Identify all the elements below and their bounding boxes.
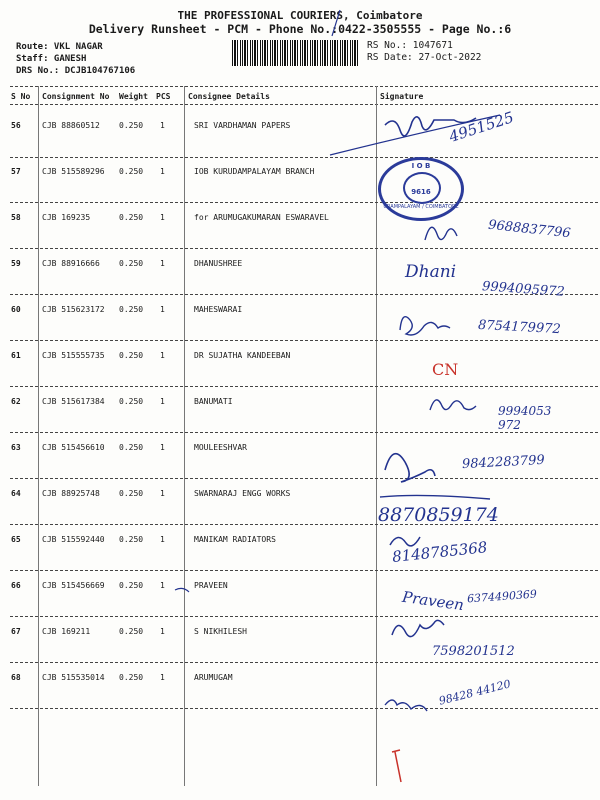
row-consignment: CJB 515456610: [42, 443, 105, 452]
handwritten-number: 8870859174: [378, 504, 499, 526]
handwritten-number: 9994095972: [481, 279, 566, 300]
row-weight: 0.250: [119, 489, 144, 498]
handwritten-number: 9688837796: [487, 217, 572, 242]
row-pcs: 1: [160, 627, 165, 636]
col-sno-header: S No: [11, 92, 31, 101]
row-pcs: 1: [160, 673, 165, 682]
signature-scribble: [392, 620, 444, 636]
row-sno: 65: [11, 535, 21, 544]
row-sno: 66: [11, 581, 21, 590]
col-consignee-header: Consignee Details: [188, 92, 270, 101]
handwritten-number: 8148785368: [391, 538, 489, 566]
bank-stamp: [378, 157, 464, 221]
row-consignee: MANIKAM RADIATORS: [194, 535, 276, 544]
handwritten-number: 8754179972: [477, 317, 562, 338]
handwritten-name: Dhani: [405, 262, 457, 282]
signature-scribble: [380, 495, 490, 499]
row-consignment: CJB 88916666: [42, 259, 100, 268]
row-consignee: DR SUJATHA KANDEEBAN: [194, 351, 291, 360]
row-sno: 57: [11, 167, 21, 176]
stamp-code: 9616: [411, 188, 431, 196]
row-consignee: PRAVEEN: [194, 581, 228, 590]
handwritten-number: 6374490369: [466, 587, 538, 606]
row-pcs: 1: [160, 305, 165, 314]
stamp-bottom-text: URAMPALAYAM / COIMBATORE: [383, 204, 459, 210]
col-consignment-header: Consignment No: [42, 92, 110, 101]
row-consignment: CJB 515589296: [42, 167, 105, 176]
row-consignment: CJB 88860512: [42, 121, 100, 130]
signature-scribble: [425, 227, 457, 240]
row-consignee: DHANUSHREE: [194, 259, 243, 268]
row-sno: 63: [11, 443, 21, 452]
row-weight: 0.250: [119, 305, 144, 314]
cn-mark: CN: [432, 360, 459, 379]
row-consignee: SRI VARDHAMAN PAPERS: [194, 121, 291, 130]
row-consignment: CJB 515535014: [42, 673, 105, 682]
row-consignee: IOB KURUDAMPALAYAM BRANCH: [194, 167, 315, 176]
row-pcs: 1: [160, 351, 165, 360]
row-consignment: CJB 515592440: [42, 535, 105, 544]
handwritten-number: 9842283799: [461, 452, 546, 473]
row-sno: 61: [11, 351, 21, 360]
row-weight: 0.250: [119, 351, 144, 360]
row-consignee: S NIKHILESH: [194, 627, 247, 636]
row-sno: 60: [11, 305, 21, 314]
row-sno: 56: [11, 121, 21, 130]
row-pcs: 1: [160, 535, 165, 544]
row-weight: 0.250: [119, 535, 144, 544]
row-weight: 0.250: [119, 213, 144, 222]
col-weight-header: Weight: [119, 92, 148, 101]
signature-scribble: [430, 400, 476, 410]
row-sno: 58: [11, 213, 21, 222]
row-sno: 68: [11, 673, 21, 682]
row-consignment: CJB 515617384: [42, 397, 105, 406]
row-consignment: CJB 515623172: [42, 305, 105, 314]
signature-scribble: [385, 700, 427, 711]
row-weight: 0.250: [119, 167, 144, 176]
row-weight: 0.250: [119, 121, 144, 130]
row-consignee: MOULEESHVAR: [194, 443, 247, 452]
row-sno: 64: [11, 489, 21, 498]
signature-scribble: [385, 454, 435, 482]
rs-number: RS No.: 1047671: [367, 40, 453, 51]
row-pcs: 1: [160, 259, 165, 268]
company-title: THE PROFESSIONAL COURIERS, Coimbatore: [177, 9, 423, 22]
handwritten-number: 98428 44120: [437, 677, 512, 708]
row-pcs: 1: [160, 121, 165, 130]
row-consignee: SWARNARAJ ENGG WORKS: [194, 489, 291, 498]
red-tick-mark: [392, 750, 401, 782]
rs-date: RS Date: 27-Oct-2022: [367, 52, 482, 63]
row-weight: 0.250: [119, 259, 144, 268]
drs-number: DRS No.: DCJB104767106: [16, 66, 136, 76]
handwritten-number: 9994053 972: [498, 404, 552, 432]
row-pcs: 1: [160, 397, 165, 406]
row-weight: 0.250: [119, 627, 144, 636]
stamp-top-text: I O B: [411, 162, 431, 170]
row-weight: 0.250: [119, 581, 144, 590]
row-pcs: 1: [160, 213, 165, 222]
row-pcs: 1: [160, 489, 165, 498]
row-weight: 0.250: [119, 443, 144, 452]
signature-scribble: [400, 317, 450, 335]
row-consignee: ARUMUGAM: [194, 673, 233, 682]
row-consignment: CJB 169211: [42, 627, 91, 636]
row-consignee: BANUMATI: [194, 397, 233, 406]
row-pcs: 1: [160, 443, 165, 452]
row-consignee: for ARUMUGAKUMARAN ESWARAVEL: [194, 213, 329, 222]
row-sno: 62: [11, 397, 21, 406]
staff-label: Staff: GANESH: [16, 54, 87, 64]
row-sno: 67: [11, 627, 21, 636]
signature-scribble: [332, 10, 340, 36]
row-weight: 0.250: [119, 397, 144, 406]
handwritten-number: 4951525: [446, 108, 516, 146]
runsheet-title: Delivery Runsheet - PCM - Phone No.:0422-3505555 - Page No.:6: [88, 22, 512, 36]
row-consignment: CJB 515555735: [42, 351, 105, 360]
route-label: Route: VKL NAGAR: [16, 42, 103, 52]
col-pcs-header: PCS: [156, 92, 171, 101]
row-consignment: CJB 169235: [42, 213, 91, 222]
row-consignment: CJB 515456669: [42, 581, 105, 590]
row-consignment: CJB 88925748: [42, 489, 100, 498]
signature-scribble: [175, 588, 189, 592]
row-weight: 0.250: [119, 673, 144, 682]
handwritten-number: 7598201512: [432, 644, 515, 659]
handwritten-name: Praveen: [401, 587, 466, 615]
row-consignee: MAHESWARAI: [194, 305, 243, 314]
row-pcs: 1: [160, 167, 165, 176]
row-pcs: 1: [160, 581, 165, 590]
col-signature-header: Signature: [380, 92, 424, 101]
row-sno: 59: [11, 259, 21, 268]
